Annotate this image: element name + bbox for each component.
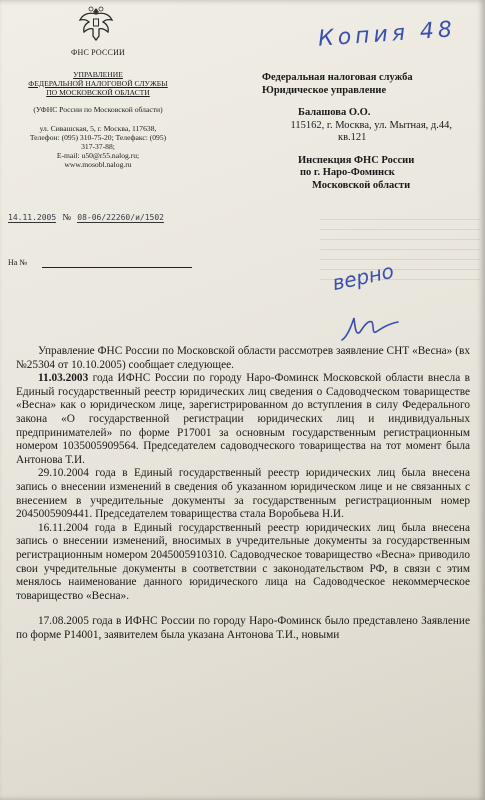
handwritten-certified-mark: верно: [330, 258, 396, 296]
outgoing-number-line: [8, 212, 228, 223]
recipient-3-line-3: Московской области: [312, 179, 411, 191]
org-line-2: ФЕДЕРАЛЬНОЙ НАЛОГОВОЙ СЛУЖБЫ: [28, 79, 168, 88]
org-line-3: ПО МОСКОВСКОЙ ОБЛАСТИ: [46, 88, 150, 97]
letterhead-block: [18, 70, 178, 169]
recipient-2-address: 115162, г. Москва, ул. Мытная, д.44,: [290, 119, 452, 131]
recipient-3-line-2: по г. Наро-Фоминск: [300, 167, 395, 178]
letter-body: [16, 345, 470, 642]
paragraph-intro: Управление ФНС России по Московской области рассмотрев заявление СНТ «Весна» (вх №25304 от 10.10.2005) сообщает следующее.: [16, 345, 470, 371]
handwritten-signature: [338, 310, 402, 346]
reply-to-label: На №: [8, 258, 27, 267]
outgoing-number: 08-06/22260/и/1502: [77, 213, 164, 222]
reply-to-blank-line: [42, 267, 192, 268]
org-phone-cont: 317-37-88;: [81, 142, 115, 151]
recipient-2-address-apt: кв.121: [338, 132, 367, 143]
paragraph-application-2005: 17.08.2005 года в ИФНС России по городу Наро-Фоминск было представлено Заявление по форме Р14001, заявителем была указана Антонова Т.И., новыми: [16, 615, 470, 641]
handwritten-copy-mark: Копия 48: [317, 17, 457, 52]
org-email: E-mail: u50@r55.nalog.ru;: [56, 151, 140, 160]
org-abbreviation: (УФНС России по Московской области): [33, 105, 163, 114]
org-address: ул. Сивашская, 5, г. Москва, 117638,: [39, 124, 157, 133]
org-short-name: ФНС РОССИИ: [70, 48, 126, 57]
eagle-emblem-icon: [77, 4, 115, 44]
paragraph-registration-text: года ИФНС России по городу Наро-Фоминск Московской области внесла в Единый государственный реестр юридических лиц сведения о Садоводческом товариществе «Весна» как о юридическом лице, зарегистрированном до вступления в силу Федерального закона «О государственной регистрации юридических лиц и индивидуальных предпринимателей» по форме Р17001 за основным государственным регистрационным номером 1035005909564. Председателем садоводческого товарищества на тот момент была Антонова Т.И.: [16, 372, 470, 466]
paragraph-change-2004-10: 29.10.2004 года в Единый государственный реестр юридических лиц была внесена запись о внесении изменений в сведения об указанном юридическом лице и не связанных с внесением в учредительные документы за государственным регистрационным номер 2045005909441. Председателем товарищества стала Воробьева Н.И.: [16, 467, 470, 521]
org-line-1: УПРАВЛЕНИЕ: [73, 70, 123, 79]
number-sign: №: [62, 212, 72, 222]
outgoing-date: 14.11.2005: [8, 213, 57, 222]
recipient-1-line-1: Федеральная налоговая служба: [262, 72, 413, 83]
recipient-1-line-2: Юридическое управление: [262, 84, 387, 96]
recipient-3-line-1: Инспекция ФНС России: [298, 154, 415, 166]
paragraph-registration-date: 11.03.2003: [38, 372, 89, 385]
recipients-block: [262, 72, 452, 192]
recipient-2-name: Балашова О.О.: [298, 107, 371, 118]
org-website: www.mosobl.nalog.ru: [64, 160, 132, 169]
paragraph-change-2004-11: 16.11.2004 года в Единый государственный реестр юридических лиц была внесена запись о внесении изменений, вносимых в учредительные документы за государственным регистрационным номером 2045005910310. Садоводческое товарищество «Весна» приводило свои учредительные документы в соответствии с законодательством РФ, в связи с этим менялось наименование данного юридического лица на Садоводческое некоммерческое товарищество «Весна».: [16, 521, 470, 602]
org-phone: Телефон: (095) 310-75-20; Телефакс: (095): [29, 133, 167, 142]
letterhead-contacts: [18, 124, 178, 169]
paragraph-registration: [16, 372, 470, 467]
